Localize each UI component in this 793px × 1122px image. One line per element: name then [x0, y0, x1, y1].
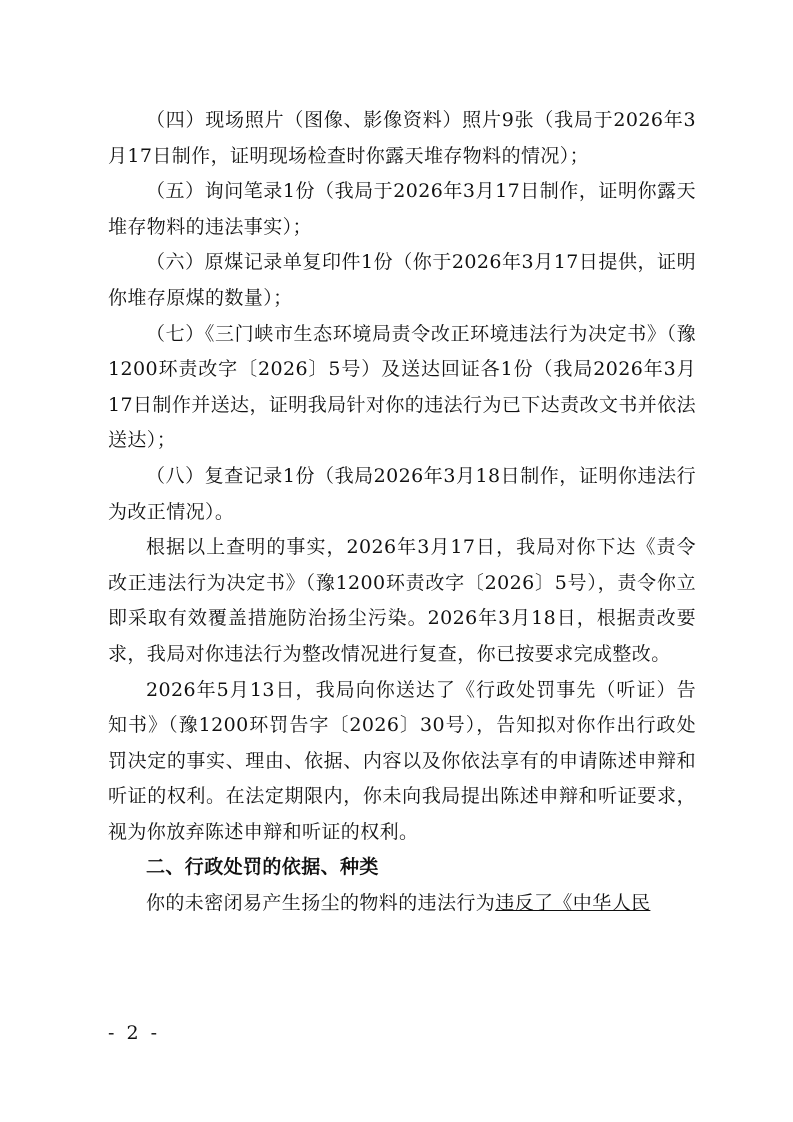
evidence-item-7: （七）《三门峡市生态环境局责令改正环境违法行为决定书》（豫1200环责改字〔2026〕5号）及送达回证各1份（我局2026年3月17日制作并送达，证明我局针对你的违法行为已下达责改文书并依法送达）； — [108, 322, 696, 452]
evidence-item-6: （六）原煤记录单复印件1份（你于2026年3月17日提供，证明你堆存原煤的数量）； — [108, 251, 696, 309]
facts-paragraph: 根据以上查明的事实，2026年3月17日，我局对你下达《责令改正违法行为决定书》（豫1200环责改字〔2026〕5号），责令你立即采取有效覆盖措施防治扬尘污染。2026年3月18日，根据责改要求，我局对你违法行为整改情况进行复查，你已按要求完成整改。 — [108, 536, 696, 665]
evidence-item-4: （四）现场照片（图像、影像资料）照片9张（我局于2026年3月17日制作，证明现场检查时你露天堆存物料的情况）； — [108, 109, 696, 167]
page-number: - 2 - — [108, 1022, 161, 1044]
document-body — [108, 103, 696, 922]
evidence-item-8: （八）复查记录1份（我局2026年3月18日制作，证明你违法行为改正情况）。 — [108, 464, 696, 523]
notice-paragraph: 2026年5月13日，我局向你送达了《行政处罚事先（听证）告知书》（豫1200环罚告字〔2026〕30号），告知拟对你作出行政处罚决定的事实、理由、依据、内容以及你依法享有的申请陈述申辩和听证的权利。在法定期限内，你未向我局提出陈述申辩和听证要求，视为你放弃陈述申辩和听证的权利。 — [108, 678, 696, 843]
section-heading: 二、行政处罚的依据、种类 — [146, 856, 379, 879]
basis-underlined-text: 违反了《中华人民 — [495, 892, 651, 915]
basis-text: 你的未密闭易产生扬尘的物料的违法行为 — [146, 892, 496, 915]
basis-paragraph — [108, 886, 696, 922]
evidence-item-5: （五）询问笔录1份（我局于2026年3月17日制作，证明你露天堆存物料的违法事实）； — [108, 180, 696, 238]
